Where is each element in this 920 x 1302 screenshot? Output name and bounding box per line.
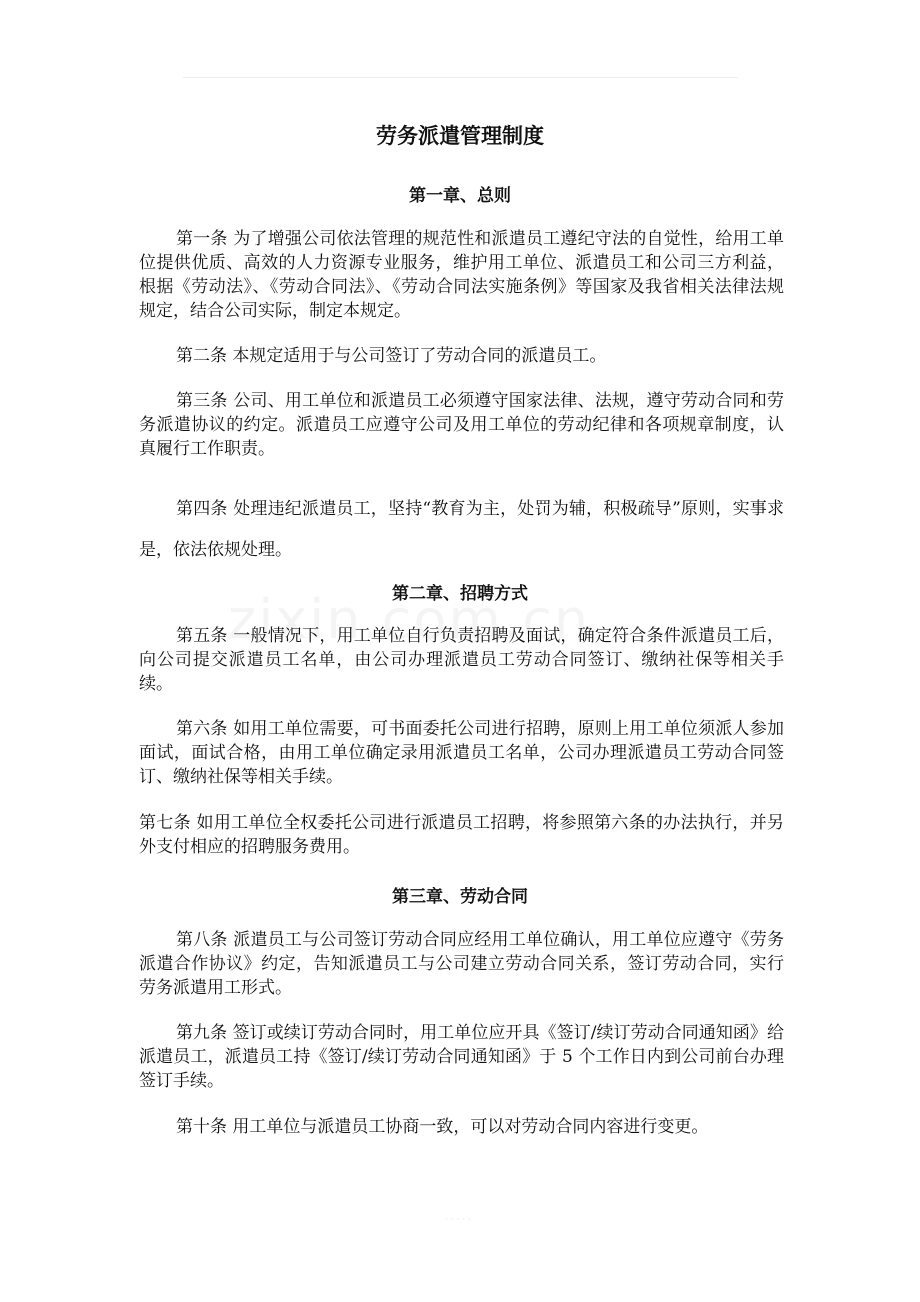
header-divider: [183, 77, 738, 78]
chapter-heading: 第三章、劳动合同: [392, 887, 528, 907]
article-3: 第三条 公司、用工单位和派遣员工必须遵守国家法律、法规，遵守劳动合同和劳务派遣协议的约定。派遣员工应遵守公司及用工单位的劳动纪律和各项规章制度，认真履行工作职责。: [139, 391, 784, 459]
chapter-heading: 第一章、总则: [409, 186, 511, 206]
article-7: 第七条 如用工单位全权委托公司进行派遣员工招聘，将参照第六条的办法执行，并另外支付相应的招聘服务费用。: [139, 813, 784, 857]
article-8: 第八条 派遣员工与公司签订劳动合同应经用工单位确认，用工单位应遵守《劳务派遣合作协议》约定，告知派遣员工与公司建立劳动合同关系，签订劳动合同，实行劳务派遣用工形式。: [139, 930, 784, 998]
chapter-heading: 第二章、招聘方式: [392, 584, 528, 604]
article-4: 第四条 处理违纪派遣员工，坚持“教育为主，处罚为辅，积极疏导”原则，实事求是，依法依规处理。: [139, 499, 784, 560]
article-10: 第十条 用工单位与派遣员工协商一致，可以对劳动合同内容进行变更。: [176, 1117, 709, 1137]
document-title: 劳务派遣管理制度: [376, 124, 544, 148]
article-9: 第九条 签订或续订劳动合同时，用工单位应开具《签订/续订劳动合同通知函》给派遣员工，派遣员工持《签订/续订劳动合同通知函》于 5 个工作日内到公司前台办理签订手续。: [139, 1023, 784, 1091]
article-2: 第二条 本规定适用于与公司签订了劳动合同的派遣员工。: [176, 346, 607, 366]
article-1: 第一条 为了增强公司依法管理的规范性和派遣员工遵纪守法的自觉性，给用工单位提供优质、高效的人力资源专业服务，维护用工单位、派遣员工和公司三方利益，根据《劳动法》、《劳动合同法》、《劳动合同法实施条例》等国家及我省相关法律法规规定，结合公司实际，制定本规定。: [139, 229, 784, 321]
article-5: 第五条 一般情况下，用工单位自行负责招聘及面试，确定符合条件派遣员工后，向公司提交派遣员工名单，由公司办理派遣员工劳动合同签订、缴纳社保等相关手续。: [139, 626, 784, 694]
article-6: 第六条 如用工单位需要，可书面委托公司进行招聘，原则上用工单位须派人参加面试，面试合格，由用工单位确定录用派遣员工名单，公司办理派遣员工劳动合同签订、缴纳社保等相关手续。: [139, 719, 784, 787]
footer-mark: · · · · ·: [445, 1215, 471, 1225]
